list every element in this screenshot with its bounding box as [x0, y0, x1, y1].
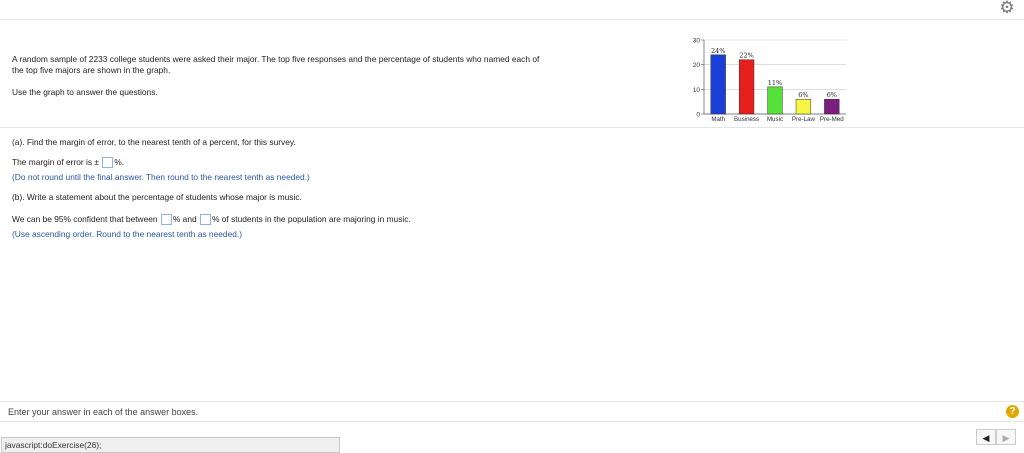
category-label-business: Business	[734, 116, 760, 123]
part-a-answer-line	[12, 157, 124, 168]
y-tick-label-20: 20	[692, 62, 700, 70]
bar-pre-med	[824, 99, 839, 114]
category-label-music: Music	[766, 116, 784, 123]
bar-business	[739, 60, 754, 114]
data-label-math: 24%	[710, 46, 726, 55]
gear-icon[interactable]: ⚙	[999, 0, 1015, 17]
footer-divider-2	[0, 421, 1024, 422]
previous-button[interactable]: ◀	[976, 429, 996, 445]
part-b-answer-line	[12, 214, 411, 225]
part-b-hint: (Use ascending order. Round to the nearest tenth as needed.)	[12, 229, 242, 239]
part-a-question: (a). Find the margin of error, to the nearest tenth of a percent, for this survey.	[12, 137, 296, 147]
section-divider	[0, 127, 1024, 128]
category-label-pre-med: Pre-Med	[819, 116, 844, 123]
part-a-hint: (Do not round until the final answer. Then round to the nearest tenth as needed.)	[12, 172, 310, 182]
next-button[interactable]: ▶	[996, 429, 1016, 445]
problem-statement	[12, 54, 552, 76]
y-tick-label-10: 10	[692, 86, 700, 94]
problem-intro: A random sample of 2233 college students were asked their major. The top five responses and the percentage of students who named each of the top five majors are shown in the graph.	[12, 54, 540, 75]
chart-category-labels	[711, 116, 844, 123]
y-tick-label-30: 30	[692, 37, 700, 45]
answer-instruction: Enter your answer in each of the answer boxes.	[8, 407, 199, 417]
part-a-suffix: %.	[114, 157, 125, 167]
bar-pre-law	[796, 99, 811, 114]
part-b-middle: % and	[172, 214, 197, 224]
status-bar-url: javascript:doExercise(26);	[1, 437, 340, 453]
use-graph-instruction: Use the graph to answer the questions.	[12, 87, 158, 97]
data-label-music: 11%	[767, 78, 783, 87]
data-label-business: 22%	[739, 51, 754, 60]
footer-divider	[0, 401, 1024, 402]
majors-bar-chart	[686, 34, 850, 124]
data-label-pre-med: 6%	[826, 91, 837, 100]
part-b-prefix: We can be 95% confident that between	[12, 214, 158, 224]
data-label-pre-law: 6%	[798, 91, 809, 100]
upper-bound-input[interactable]	[200, 214, 211, 225]
part-b-suffix: % of students in the population are majoring in music.	[211, 214, 411, 224]
top-divider	[0, 19, 1024, 20]
bar-math	[711, 55, 726, 114]
margin-of-error-input[interactable]	[102, 157, 113, 168]
part-a-prefix: The margin of error is ±	[12, 157, 99, 167]
category-label-math: Math	[711, 116, 726, 123]
y-tick-label-0: 0	[696, 111, 700, 119]
part-b-question: (b). Write a statement about the percentage of students whose major is music.	[12, 192, 302, 202]
lower-bound-input[interactable]	[161, 214, 172, 225]
help-icon[interactable]: ?	[1006, 405, 1019, 418]
category-label-pre-law: Pre-Law	[791, 116, 815, 123]
bar-music	[768, 87, 783, 114]
